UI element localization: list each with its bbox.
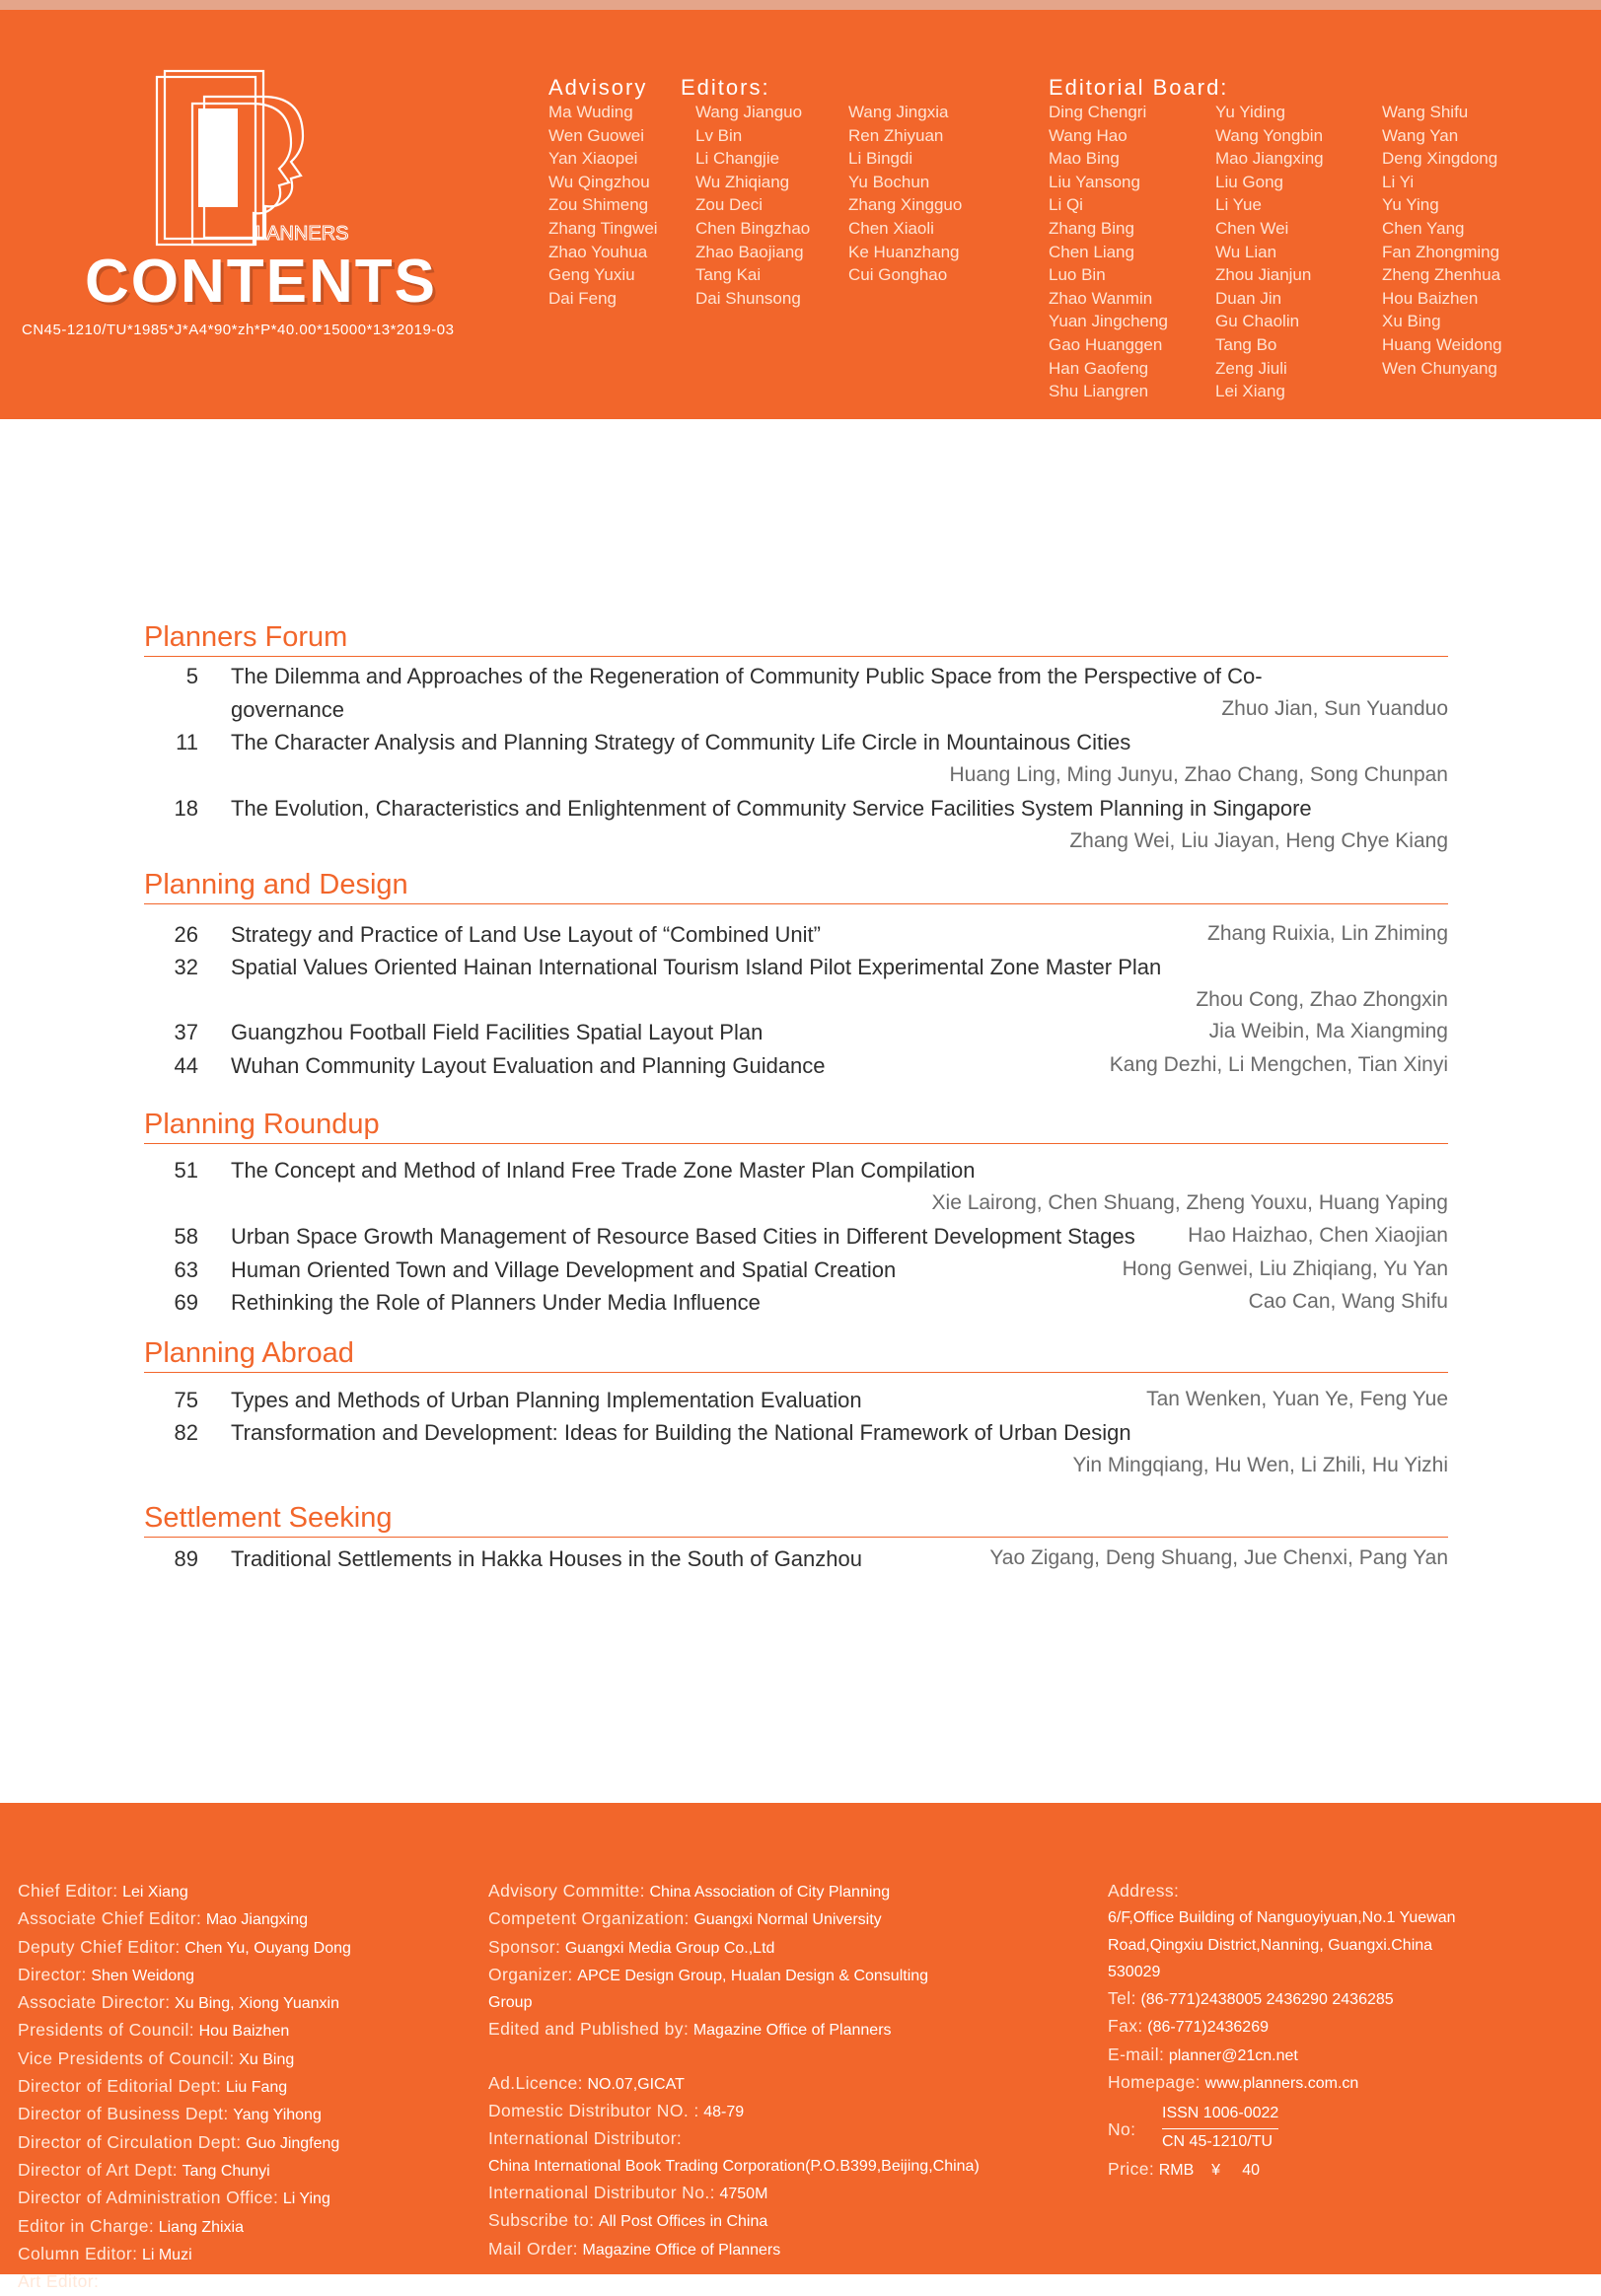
info-line: Domestic Distributor NO. : 48-79 xyxy=(488,2101,745,2121)
article-authors: Zhou Cong, Zhao Zhongxin xyxy=(1196,988,1448,1011)
info-line: 530029 xyxy=(1108,1963,1161,1980)
article-title: Guangzhou Football Field Facilities Spatial Layout Plan xyxy=(231,1020,764,1044)
article-title: Traditional Settlements in Hakka Houses in the South of Ganzhou xyxy=(231,1546,862,1571)
editors-list-a xyxy=(695,101,810,310)
publisher-info xyxy=(488,1878,980,2263)
board-list-a xyxy=(1049,101,1168,403)
toc-entry[interactable] xyxy=(144,1388,1448,1420)
cn-number: CN 45-1210/TU xyxy=(1162,2133,1274,2151)
staff-name: Han Gaofeng xyxy=(1049,358,1149,378)
scan-edge xyxy=(0,0,1601,10)
staff-name: Liu Yansong xyxy=(1049,172,1140,191)
toc-entry[interactable] xyxy=(144,1053,1448,1087)
info-line: Ad.Licence: NO.07,GICAT xyxy=(488,2072,685,2093)
toc-entry-authors xyxy=(144,1454,1448,1486)
article-authors: Jia Weibin, Ma Xiangming xyxy=(1208,1020,1448,1042)
staff-name: Mao Jiangxing xyxy=(1215,149,1324,169)
advisory-list xyxy=(548,101,658,310)
staff-name: Yu Bochun xyxy=(848,172,930,191)
section-title: Planning Abroad xyxy=(144,1337,1448,1373)
article-authors: Hong Genwei, Liu Zhiqiang, Yu Yan xyxy=(1122,1257,1448,1280)
article-authors: Xie Lairong, Chen Shuang, Zheng Youxu, Huang Yaping xyxy=(931,1191,1448,1214)
contact-info xyxy=(1108,1878,1456,2185)
issn-block xyxy=(1108,2101,1456,2156)
page-number: 69 xyxy=(174,1290,198,1315)
credit-line: Vice Presidents of Council: Xu Bing xyxy=(18,2047,295,2068)
toc-entry[interactable] xyxy=(144,1020,1448,1053)
staff-name: Huang Weidong xyxy=(1382,334,1502,354)
staff-name: Lv Bin xyxy=(695,125,743,145)
staff-name: Chen Wei xyxy=(1215,218,1289,238)
staff-name: Zhang Xingguo xyxy=(848,195,963,215)
editorial-board-heading: Editorial Board: xyxy=(1049,75,1229,100)
article-title-continued: governance xyxy=(231,697,344,722)
staff-name: Chen Bingzhao xyxy=(695,218,811,238)
staff-name: Wang Jianguo xyxy=(695,103,803,121)
credit-line: Director of Business Dept: Yang Yihong xyxy=(18,2104,322,2124)
board-list-c xyxy=(1382,101,1502,380)
toc-entry-authors xyxy=(144,763,1448,796)
info-line: Sponsor: Guangxi Media Group Co.,Ltd xyxy=(488,1936,775,1957)
toc-entry-authors xyxy=(144,1191,1448,1224)
info-line: Road,Qingxiu District,Nanning, Guangxi.China xyxy=(1108,1936,1433,1954)
article-title: Rethinking the Role of Planners Under Media Influence xyxy=(231,1290,761,1315)
page-number: 37 xyxy=(174,1020,198,1044)
article-title: Transformation and Development: Ideas for Building the National Framework of Urban Design xyxy=(231,1420,1131,1445)
editors-heading: Editors: xyxy=(681,75,770,100)
article-title: The Dilemma and Approaches of the Regeneration of Community Public Space from the Perspective of Co- xyxy=(231,664,1263,688)
credit-line: Director of Administration Office: Li Ying xyxy=(18,2188,330,2208)
section-title: Settlement Seeking xyxy=(144,1502,1448,1538)
editors-list-b xyxy=(848,101,962,287)
article-authors: Cao Can, Wang Shifu xyxy=(1248,1290,1448,1313)
staff-credits xyxy=(18,1878,351,2296)
staff-name: Zou Deci xyxy=(695,195,764,215)
staff-name: Yan Xiaopei xyxy=(548,149,638,169)
section-title: Planning and Design xyxy=(144,869,1448,904)
staff-name: Zhang Tingwei xyxy=(548,218,658,238)
page-number: 44 xyxy=(174,1053,198,1078)
staff-name: Deng Xingdong xyxy=(1382,149,1498,169)
staff-name: Tang Kai xyxy=(695,265,762,285)
page-number: 5 xyxy=(185,664,198,688)
staff-name: Zeng Jiuli xyxy=(1215,358,1287,378)
info-line: E-mail: planner@21cn.net xyxy=(1108,2044,1298,2064)
staff-name: Hou Baizhen xyxy=(1382,288,1479,308)
toc-entry[interactable] xyxy=(144,1290,1448,1324)
staff-name: Li Yi xyxy=(1382,172,1415,191)
info-line: Edited and Published by: Magazine Office of Planners xyxy=(488,2019,892,2040)
credit-line: Presidents of Council: Hou Baizhen xyxy=(18,2020,290,2041)
issn-number: ISSN 1006-0022 xyxy=(1162,2101,1278,2128)
page-number: 26 xyxy=(174,922,198,947)
toc-entry[interactable] xyxy=(144,1420,1448,1454)
staff-name: Zhou Jianjun xyxy=(1215,265,1312,285)
info-line: Organizer: APCE Design Group, Hualan Design & Consulting xyxy=(488,1964,929,1984)
article-authors: Yin Mingqiang, Hu Wen, Li Zhili, Hu Yizhi xyxy=(1072,1454,1448,1476)
advisory-heading: Advisory xyxy=(548,75,648,100)
credit-line: Chief Editor: Lei Xiang xyxy=(18,1881,188,1901)
credit-line: Deputy Chief Editor: Chen Yu, Ouyang Dong xyxy=(18,1936,351,1957)
staff-name: Li Bingdi xyxy=(848,149,913,169)
staff-name: Mao Bing xyxy=(1049,149,1120,169)
staff-name: Li Yue xyxy=(1215,195,1262,215)
info-line: International Distributor No.: 4750M xyxy=(488,2182,768,2202)
logo-text: LANNERS xyxy=(255,223,349,245)
staff-name: Geng Yuxiu xyxy=(548,265,635,285)
page-number: 63 xyxy=(174,1257,198,1282)
toc-entry[interactable] xyxy=(144,955,1448,988)
staff-name: Wen Chunyang xyxy=(1382,358,1497,378)
staff-name: Gao Huanggen xyxy=(1049,334,1163,354)
toc-section-settlement-seeking xyxy=(144,1502,1448,1580)
article-title: The Concept and Method of Inland Free Trade Zone Master Plan Compilation xyxy=(231,1158,976,1183)
info-line: China International Book Trading Corporation(P.O.B399,Beijing,China) xyxy=(488,2157,980,2175)
staff-name: Xu Bing xyxy=(1382,312,1441,331)
staff-name: Dai Feng xyxy=(548,288,617,308)
staff-name: Ma Wuding xyxy=(548,103,633,121)
staff-name: Wang Yongbin xyxy=(1215,125,1324,145)
article-authors: Zhang Ruixia, Lin Zhiming xyxy=(1207,922,1448,945)
spacer xyxy=(488,2045,980,2070)
toc-entry-authors xyxy=(144,829,1448,862)
info-line: Competent Organization: Guangxi Normal University xyxy=(488,1908,882,1929)
credit-line: Director of Circulation Dept: Guo Jingfeng xyxy=(18,2131,340,2152)
article-title: The Character Analysis and Planning Strategy of Community Life Circle in Mountainous Cities xyxy=(231,730,1131,754)
staff-name: Duan Jin xyxy=(1215,288,1282,308)
staff-name: Tang Bo xyxy=(1215,334,1277,354)
toc-entry-continued[interactable] xyxy=(144,697,1448,730)
page-number: 82 xyxy=(174,1420,198,1445)
staff-name: Chen Yang xyxy=(1382,218,1465,238)
page-number: 11 xyxy=(176,730,198,754)
article-authors: Kang Dezhi, Li Mengchen, Tian Xinyi xyxy=(1109,1053,1448,1076)
cn-code: CN45-1210/TU*1985*J*A4*90*zh*P*40.00*15000*13*2019-03 xyxy=(22,322,455,338)
article-authors: Yao Zigang, Deng Shuang, Jue Chenxi, Pang Yan xyxy=(989,1546,1448,1569)
page-number: 18 xyxy=(174,796,198,821)
staff-name: Chen Liang xyxy=(1049,242,1134,261)
staff-name: Wu Zhiqiang xyxy=(695,172,790,191)
staff-name: Zou Shimeng xyxy=(548,195,649,215)
article-title: Wuhan Community Layout Evaluation and Planning Guidance xyxy=(231,1053,826,1078)
toc-section-planners-forum xyxy=(144,621,1448,862)
article-authors: Hao Haizhao, Chen Xiaojian xyxy=(1188,1224,1448,1247)
info-line: Address: xyxy=(1108,1881,1180,1901)
staff-name: Ren Zhiyuan xyxy=(848,125,944,145)
staff-name: Wang Hao xyxy=(1049,125,1128,145)
staff-name: Yu Ying xyxy=(1382,195,1439,215)
toc-entry-authors xyxy=(144,988,1448,1020)
staff-name: Wen Guowei xyxy=(548,125,645,145)
toc-section-planning-and-design xyxy=(144,869,1448,1087)
article-authors: Zhang Wei, Liu Jiayan, Heng Chye Kiang xyxy=(1069,829,1448,852)
article-title: Types and Methods of Urban Planning Implementation Evaluation xyxy=(231,1388,862,1412)
page-number: 58 xyxy=(174,1224,198,1249)
page-number: 75 xyxy=(174,1388,198,1412)
toc-entry[interactable] xyxy=(144,1546,1448,1580)
staff-name: Yu Yiding xyxy=(1215,103,1285,121)
info-line: International Distributor: xyxy=(488,2128,683,2149)
staff-name: Wang Yan xyxy=(1382,125,1459,145)
staff-name: Gu Chaolin xyxy=(1215,312,1300,331)
staff-name: Luo Bin xyxy=(1049,265,1106,285)
toc-entry[interactable] xyxy=(144,1224,1448,1257)
credit-line: Art Editor: Tian Kun xyxy=(18,2271,167,2292)
staff-name: Ding Chengri xyxy=(1049,103,1147,121)
info-line: Advisory Committe: China Association of City Planning xyxy=(488,1881,891,1901)
page-number: 51 xyxy=(174,1158,198,1183)
masthead-band xyxy=(0,0,1601,419)
info-line: Fax: (86-771)2436269 xyxy=(1108,2016,1269,2037)
toc-section-planning-roundup xyxy=(144,1109,1448,1324)
info-line: Tel: (86-771)2438005 2436290 2436285 xyxy=(1108,1988,1394,2009)
article-authors: Zhuo Jian, Sun Yuanduo xyxy=(1221,697,1448,720)
page-number: 32 xyxy=(174,955,198,979)
toc-entry[interactable] xyxy=(144,1158,1448,1191)
staff-name: Li Changjie xyxy=(695,149,780,169)
toc-section-planning-abroad xyxy=(144,1337,1448,1486)
article-authors: Huang Ling, Ming Junyu, Zhao Chang, Song Chunpan xyxy=(949,763,1448,786)
staff-name: Dai Shunsong xyxy=(695,288,801,308)
staff-name: Zheng Zhenhua xyxy=(1382,265,1501,285)
section-title: Planners Forum xyxy=(144,621,1448,657)
page-number: 89 xyxy=(174,1546,198,1571)
info-line: Subscribe to: All Post Offices in China xyxy=(488,2210,768,2231)
staff-name: Cui Gonghao xyxy=(848,265,948,285)
staff-name: Zhang Bing xyxy=(1049,218,1134,238)
staff-name: Li Qi xyxy=(1049,195,1083,215)
toc-entry[interactable] xyxy=(144,1257,1448,1290)
page-title: CONTENTS xyxy=(85,248,437,316)
colophon-band xyxy=(0,1803,1601,2292)
staff-name: Wu Lian xyxy=(1215,242,1277,261)
article-authors: Tan Wenken, Yuan Ye, Feng Yue xyxy=(1146,1388,1448,1410)
credit-line: Column Editor: Li Muzi xyxy=(18,2243,192,2263)
toc-entry[interactable] xyxy=(144,664,1448,697)
board-list-b xyxy=(1215,101,1324,403)
info-line: 6/F,Office Building of Nanguoyiyuan,No.1 Yuewan xyxy=(1108,1909,1456,1927)
credit-line: Director: Shen Weidong xyxy=(18,1964,194,1984)
article-title: Spatial Values Oriented Hainan International Tourism Island Pilot Experimental Zone Master Plan xyxy=(231,955,1162,979)
no-label: No: xyxy=(1108,2119,1136,2140)
staff-name: Chen Xiaoli xyxy=(848,218,934,238)
toc-entry[interactable] xyxy=(144,730,1448,763)
staff-name: Shu Liangren xyxy=(1049,382,1149,401)
staff-name: Wang Jingxia xyxy=(848,103,949,121)
staff-name: Wang Shifu xyxy=(1382,103,1469,121)
staff-name: Zhao Youhua xyxy=(548,242,648,261)
article-title: The Evolution, Characteristics and Enlightenment of Community Service Facilities System Planning in Singapore xyxy=(231,796,1312,821)
staff-name: Lei Xiang xyxy=(1215,382,1285,401)
credit-line: Associate Chief Editor: Mao Jiangxing xyxy=(18,1908,308,1929)
section-title: Planning Roundup xyxy=(144,1109,1448,1144)
info-line: Mail Order: Magazine Office of Planners xyxy=(488,2238,781,2259)
credit-line: Director of Art Dept: Tang Chunyi xyxy=(18,2159,270,2180)
credit-line: Director of Editorial Dept: Liu Fang xyxy=(18,2076,288,2097)
article-title: Urban Space Growth Management of Resource Based Cities in Different Development Stages xyxy=(231,1224,1135,1249)
toc-entry[interactable] xyxy=(144,796,1448,829)
toc-entry[interactable] xyxy=(144,922,1448,955)
staff-name: Ke Huanzhang xyxy=(848,242,960,261)
planners-logo-icon xyxy=(153,69,350,256)
staff-name: Fan Zhongming xyxy=(1382,242,1500,261)
info-line: Price: RMB ¥ 40 xyxy=(1108,2159,1260,2180)
article-title: Strategy and Practice of Land Use Layout of “Combined Unit” xyxy=(231,922,821,947)
staff-name: Yuan Jingcheng xyxy=(1049,312,1168,331)
staff-name: Zhao Wanmin xyxy=(1049,288,1153,308)
article-title: Human Oriented Town and Village Development and Spatial Creation xyxy=(231,1257,897,1282)
staff-name: Wu Qingzhou xyxy=(548,172,650,191)
staff-name: Liu Gong xyxy=(1215,172,1283,191)
info-line: Group xyxy=(488,1994,533,2012)
info-line: Homepage: www.planners.com.cn xyxy=(1108,2072,1359,2093)
credit-line: Editor in Charge: Liang Zhixia xyxy=(18,2215,244,2236)
credit-line: Associate Director: Xu Bing, Xiong Yuanxin xyxy=(18,1992,339,2013)
staff-name: Zhao Baojiang xyxy=(695,242,804,261)
